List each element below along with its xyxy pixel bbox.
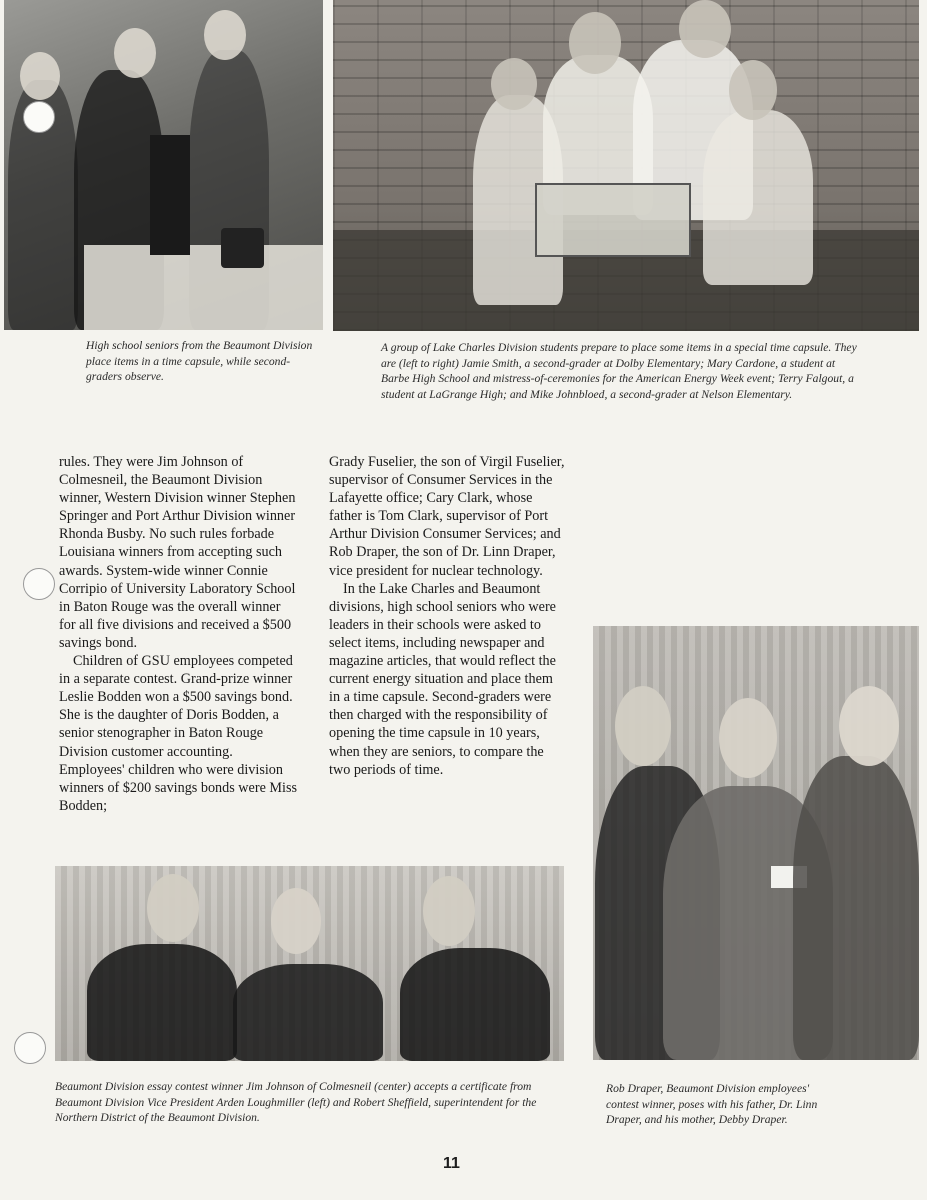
article-column-2 [329, 453, 567, 779]
caption-rob-draper: Rob Draper, Beaumont Division employees' contest winner, poses with his father, Dr. Linn Draper, and his mother, Debby Draper. [606, 1082, 818, 1126]
page-number: 11 [443, 1155, 460, 1172]
binder-hole [23, 101, 55, 133]
photo-jim-johnson-award [55, 866, 564, 1061]
photo-lake-charles-group [333, 0, 919, 331]
photo-rob-draper-family [593, 626, 919, 1060]
article-paragraph: In the Lake Charles and Beaumont divisions, high school seniors who were leaders in their schools were asked to select items, including newspaper and magazine articles, that would reflect the current energy situation and place them in a time capsule. Second-graders were then charged with the responsibility of opening the time capsule in 10 years, when they are seniors, to compare the two periods of time. [329, 580, 556, 778]
binder-hole [14, 1032, 46, 1064]
article-paragraph: Children of GSU employees competed in a separate contest. Grand-prize winner Leslie Bodden won a $500 savings bond. She is the daughter of Doris Bodden, a senior stenographer in Baton Rouge Division customer accounting. Employees' children who were division winners of $200 savings bonds were Miss Bodden; [59, 653, 298, 814]
photo-beaumont-seniors [4, 0, 323, 330]
article-column-1 [59, 453, 299, 815]
binder-hole [23, 568, 55, 600]
caption-jim-johnson: Beaumont Division essay contest winner Jim Johnson of Colmesneil (center) accepts a certificate from Beaumont Division Vice President Arden Loughmiller (left) and Robert Sheffield, superintendent for the Northern District of the Beaumont Division. [55, 1080, 537, 1124]
article-paragraph: Grady Fuselier, the son of Virgil Fuselier, supervisor of Consumer Services in the Lafayette office; Cary Clark, whose father is Tom Clark, supervisor of Port Arthur Division Consumer Services; and Rob Draper, the son of Dr. Linn Draper, vice president for nuclear technology. [329, 454, 565, 579]
caption-lake-charles-group: A group of Lake Charles Division students prepare to place some items in a special time capsule. They are (left to right) Jamie Smith, a second-grader at Dolby Elementary; Mary Cardone, a student at Barbe High School and mistress-of-ceremonies for the American Energy Week event; Terry Falgout, a student at LaGrange High; and Mike Johnbloed, a second-grader at Nelson Elementary. [381, 341, 857, 401]
article-paragraph: rules. They were Jim Johnson of Colmesneil, the Beaumont Division winner, Western Division winner Stephen Springer and Port Arthur Division winner Rhonda Busby. No such rules forbade Louisiana winners from accepting such awards. System-wide winner Connie Corripio of University Laboratory School in Baton Rouge was the overall winner for all five divisions and received a $500 savings bond. [59, 454, 296, 651]
caption-beaumont-seniors: High school seniors from the Beaumont Division place items in a time capsule, while second-graders observe. [86, 339, 313, 383]
